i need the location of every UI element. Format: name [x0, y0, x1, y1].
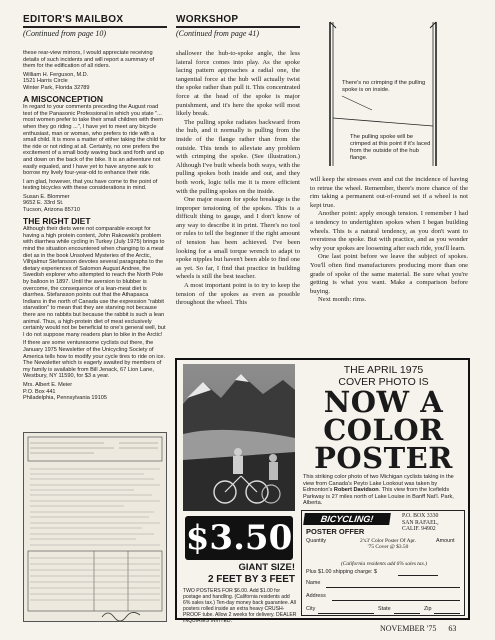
mailbox-rule [23, 26, 167, 28]
state-label: State [378, 606, 391, 612]
signature-line: Mrs. Albert E. Meier [23, 381, 73, 388]
city-label: City [306, 606, 316, 612]
ad-line2: COVER PHOTO IS [338, 376, 429, 388]
name-field[interactable] [326, 587, 460, 588]
page-number: 63 [448, 624, 457, 633]
article-paragraph: Next month: rims. [318, 296, 367, 304]
callout-bottom: The pulling spoke will be crimped at this point if it's laced from the outside of the hub flange. [350, 134, 431, 161]
ad-desc-pre: This striking color photo of two Michigan cyclists taking in the view from Canada's Peyto Lake Lookout was taken by Edmonton's [303, 474, 454, 494]
letter-paragraph: In regard to your comments preceding the August road test of the Panasonic Professional in which you state "... most women prefer to take their small children with them when they go riding ...", I have yet to meet any bicycle enthusiast, man or woman, who prefers to ride with a small child. It is more a matter of either taking the child for the ride or not riding at all. Certainly, no one prefers the excitement of a small body waving back and forth and up and down on the back of the bike. It is an adventure not easily equaled, and I have yet to have anyone ask to borrow my lively four-year-old to enhance their ride. [23, 104, 167, 177]
photographer-name: Robert Davidson [333, 487, 379, 494]
signature-line: William H. Ferguson, M.D. [23, 71, 89, 78]
signature-line: Philadelphia, Pennsylvania 19105 [23, 395, 107, 402]
newsletter-document-image [23, 432, 167, 622]
item-label: 2'x3' Color Poster Of Apr. '75 Cover @ $3.50 [360, 538, 416, 551]
letter-paragraph: If there are some venturesome cyclists out there, the January 1975 Newsletter of the Unicycling Society of America tells how to modify your cycle tires to ride on ice. The Newsletter which is eagerly awaited by members of my family is available from Bill Jenack, 67 Lion Lane, Westbury, NY 11590, for $3 a year. [23, 340, 166, 380]
spoke-illustration [312, 18, 452, 166]
article-paragraph: One last point before we leave the subject of spokes. You'll often find manufacturers producing more than one grade of spoke of the same material. Be sure what you're getting is what you want. Make a comparison before buying. [310, 253, 468, 295]
address-line: CALIF. 94902 [402, 526, 436, 533]
signature-line: P.O. Box 441 [23, 388, 56, 395]
headline-line: COLOR [323, 413, 444, 447]
workshop-rule [176, 26, 300, 28]
mailbox-continued: (Continued from page 10) [23, 28, 107, 38]
workshop-column-b [310, 176, 468, 305]
mailbox-body [23, 50, 167, 404]
poster-advertisement [175, 358, 470, 624]
quantity-label: Quantity [306, 538, 327, 544]
zip-field[interactable] [434, 613, 460, 614]
letter-paragraph: I am glad, however, that you have come to the point of testing bicycles with these considerations in mind. [23, 178, 158, 192]
mailbox-intro: these rear-view mirrors, I would appreciate receiving details of such incidents and will report a summary of them for the edification of all riders. [23, 50, 155, 70]
poster-photo [183, 364, 295, 511]
shipping-line: Plus $1.00 shipping charge: $ [306, 569, 378, 575]
signature-line: Susan E. Blommer [23, 193, 70, 200]
article-paragraph: The pulling spoke radiates backward from the hub, and it normally is pulling from the inside of the flange rather than from the outside. This tends to alleviate any problem with crimping the spoke. (See illustration.) Although I've built wheels both ways, with the pulling spokes both inside and out, and they both work, logic tells me it is more efficient with the pulling spokes on the inside. [176, 118, 300, 195]
state-field[interactable] [394, 613, 420, 614]
signature-line: 9652 E. 33rd St. [23, 200, 64, 207]
shipping-field[interactable] [398, 575, 438, 576]
workshop-title: WORKSHOP [176, 14, 239, 25]
offer-title: POSTER OFFER [306, 527, 365, 536]
price-box [185, 516, 293, 560]
amount-label: Amount [436, 538, 455, 544]
page-footer [380, 624, 472, 633]
zip-label: Zip [424, 606, 432, 612]
ad-description [303, 474, 465, 507]
headline-line: NOW A [323, 385, 444, 419]
city-field[interactable] [318, 613, 374, 614]
order-address [402, 513, 462, 533]
ad-desc-post: . This view from the Icefields Parkway is 27 miles north of Lake Louise in Banff Nat'l. Park, Alberta. [303, 487, 454, 507]
address-field[interactable] [332, 600, 460, 601]
ad-fineprint: TWO POSTERS FOR $6.00. Add $1.00 for postage and handling. (California residents add 6% sales tax.) Ten-day money back guarantee. All posters rolled inside an extra heavy CRUSH-PROOF tube. Allow 2 weeks for delivery. DEALER INQUIRIES INVITED. [183, 588, 297, 624]
size-dimensions: 2 FEET BY 3 FEET [207, 574, 295, 585]
address-line: P.O. BOX 3330 [402, 513, 439, 519]
workshop-continued: (Continued from page 41) [176, 28, 260, 38]
headline-line: POSTER [314, 441, 453, 475]
mailbox-header [23, 14, 167, 38]
tax-note: (California residents add 6% sales tax.) [340, 561, 428, 567]
workshop-header [176, 14, 300, 38]
size-giant: GIANT SIZE! [238, 562, 295, 573]
letter-paragraph: Although their diets were not comparable except for having a high protein content, John Rakowski's problem with diarrhea while cycling in Turkey (July 1975) brings to mind the situation encountered when changing to a meat diet as in the book Unsolved Mysteries of the Arctic, Vilhjalmur Stefansson devotes several paragraphs to the dietary experiences of Salomon August Andree, the Swedish explorer who attempted to reach the North Pole by balloon in 1897. Until the aversion to blubber is overcome, the consequence of a lean-meat diet is diarrhea. Stefansson points out that the Athapasca Indians in the north of Canada use the expression "rabbit starvation" to mean that they are starving not because there are no rabbits but because the rabbit is such a lean animal. Thus, a high-protein diet of meat exclusively certainly would not be beneficial to one's general well, but I do not suppose many readers plan to bike in the Arctic! [23, 226, 166, 338]
section-heading: THE RIGHT DIET [23, 215, 91, 226]
issue-date: NOVEMBER '75 [380, 624, 437, 633]
address-label: Address [306, 593, 326, 599]
address-line: SAN RAFAEL, [402, 519, 439, 526]
brand-name: BICYCLING! [320, 514, 374, 524]
ad-line1: THE APRIL 1975 [343, 364, 424, 376]
section-heading: A MISCONCEPTION [23, 93, 103, 104]
article-paragraph: One major reason for spoke breakage is the improper tensioning of the spokes. This is a difficult thing to gauge, and I don't know of any way to describe it in print. There's no tool or rules to tell the beginner if the right amount of tension has been achieved. I've been looking for a small torque wrench to adapt to spoke nipples but haven't been able to find one as yet. So far, I find that practice in building wheels is still the best teacher. [176, 196, 300, 281]
article-paragraph: shallower the hub-to-spoke angle, the less lateral force comes into play. As the spoke lacing pattern approaches a radial one, the tangential force at the hub will actually twist the spoke rather than pull it. This concentrated force at the head of the spoke is major punishment, and it's here the spoke will most likely break. [176, 50, 300, 118]
price: $3.50 [185, 518, 293, 558]
article-paragraph: will keep the stresses even and cut the incidence of having to retrue the wheel. Remember, there's more chance of the rim taking a permanent out-of-round set if a wheel is not kept true. [310, 176, 468, 209]
brand-logo [303, 513, 391, 525]
document-scan-graphic [24, 433, 166, 621]
signature-line: Winter Park, Florida 32789 [23, 84, 90, 91]
callout-top: There's no crimping if the pulling spoke is on inside. [342, 80, 426, 93]
name-label: Name [306, 580, 321, 586]
order-form [301, 510, 465, 616]
ad-headline [301, 385, 466, 475]
workshop-column-a [176, 50, 300, 308]
article-paragraph: Another point: apply enough tension. I remember I had a tendency to undertighten spokes when I began building wheels. This is a natural tendency, as you don't want to overstress the spoke. But with practice, and as you wonder why your spokes are loosening after each ride, you'll learn. [310, 210, 468, 252]
mailbox-title: EDITOR'S MAILBOX [23, 14, 124, 25]
signature-line: 1521 Harris Circle [23, 78, 68, 85]
cyclists-photo [183, 364, 295, 511]
article-paragraph: A most important point is to try to keep the tension of the spokes as even as possible throughout the wheel. This [176, 282, 300, 307]
signature-line: Tucson, Arizona 85710 [23, 207, 81, 214]
